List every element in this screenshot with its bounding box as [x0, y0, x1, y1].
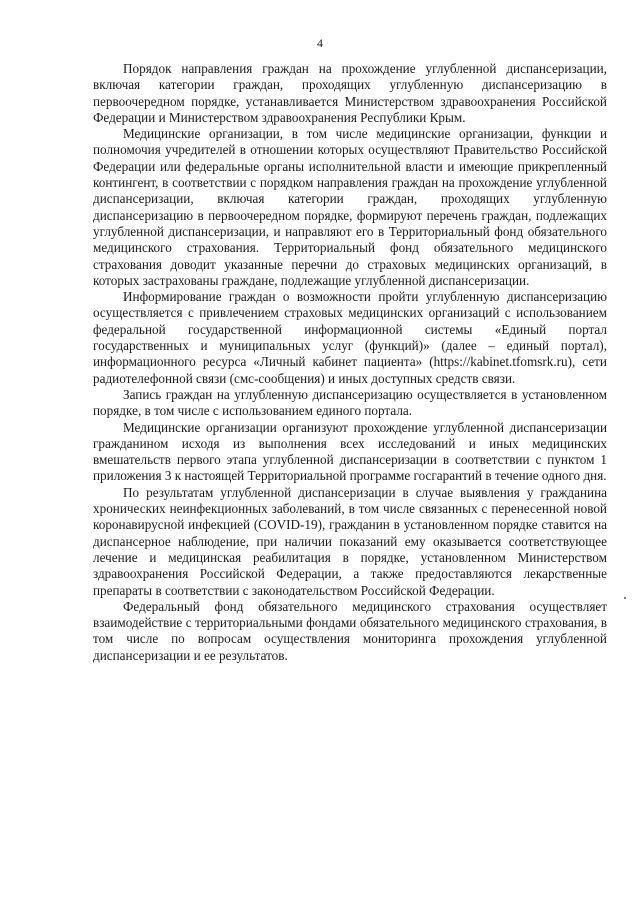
paragraph-results-followup: По результатам углубленной диспансеризации в случае выявления у гражданина хронических неинфекционных заболеваний, в том числе связанных с перенесенной новой коронавирусной инфекцией (COVID-19), гражданин в установленном порядке ставится на диспансерное наблюдение, при наличии показаний ему оказывается соответствующее лечение и медицинская реабилитация в порядке, установленном Министерством здравоохранения Российской Федерации, а также предоставляются лекарственные препараты в соответствии с законодательством Российской Федерации. [93, 484, 607, 598]
paragraph-one-day-examination: Медицинские организации организуют прохождение углубленной диспансеризации гражданином исходя из выполнения всех исследований и иных медицинских вмешательств первого этапа углубленной диспансеризации в соответствии с пунктом 1 приложения 3 к настоящей Территориальной программе госгарантий в течение одного дня. [93, 419, 607, 484]
page-number: 4 [317, 36, 323, 50]
document-body [93, 61, 607, 664]
paragraph-medical-organizations: Медицинские организации, в том числе медицинские организации, функции и полномочия учредителей в отношении которых осуществляют Правительство Российской Федерации или федеральные органы исполнительной власти и имеющие прикрепленный контингент, в соответствии с порядком направления граждан на прохождение углубленной диспансеризации, включая категории граждан, проходящих углубленную диспансеризацию в первоочередном порядке, формируют перечень граждан, подлежащих углубленной диспансеризации, и направляют его в Территориальный фонд обязательного медицинского страхования. Территориальный фонд обязательного медицинского страхования доводит указанные перечни до страховых медицинских организаций, в которых застрахованы граждане, подлежащие углубленной диспансеризации. [93, 126, 607, 288]
paragraph-federal-fund: Федеральный фонд обязательного медицинского страхования осуществляет взаимодействие с территориальными фондами обязательного медицинского страхования, в том числе по вопросам осуществления мониторинга прохождения углубленной диспансеризации и ее результатов. [93, 598, 607, 663]
paragraph-informing-citizens: Информирование граждан о возможности пройти углубленную диспансеризацию осуществляется с привлечением страховых медицинских организаций с использованием федеральной государственной информационной системы «Единый портал государственных и муниципальных услуг (функций)» (далее – единый портал), информационного ресурса «Личный кабинет пациента» (https://kabinet.tfomsrk.ru), сети радиотелефонной связи (смс-сообщения) и иных доступных средств связи. [93, 289, 607, 386]
scan-speck [624, 597, 626, 599]
paragraph-appointment: Запись граждан на углубленную диспансеризацию осуществляется в установленном порядке, в том числе с использованием единого портала. [93, 386, 607, 419]
paragraph-referral-procedure: Порядок направления граждан на прохождение углубленной диспансеризации, включая категории граждан, проходящих углубленную диспансеризацию в первоочередном порядке, устанавливается Министерством здравоохранения Российской Федерации и Министерством здравоохранения Республики Крым. [93, 61, 607, 125]
